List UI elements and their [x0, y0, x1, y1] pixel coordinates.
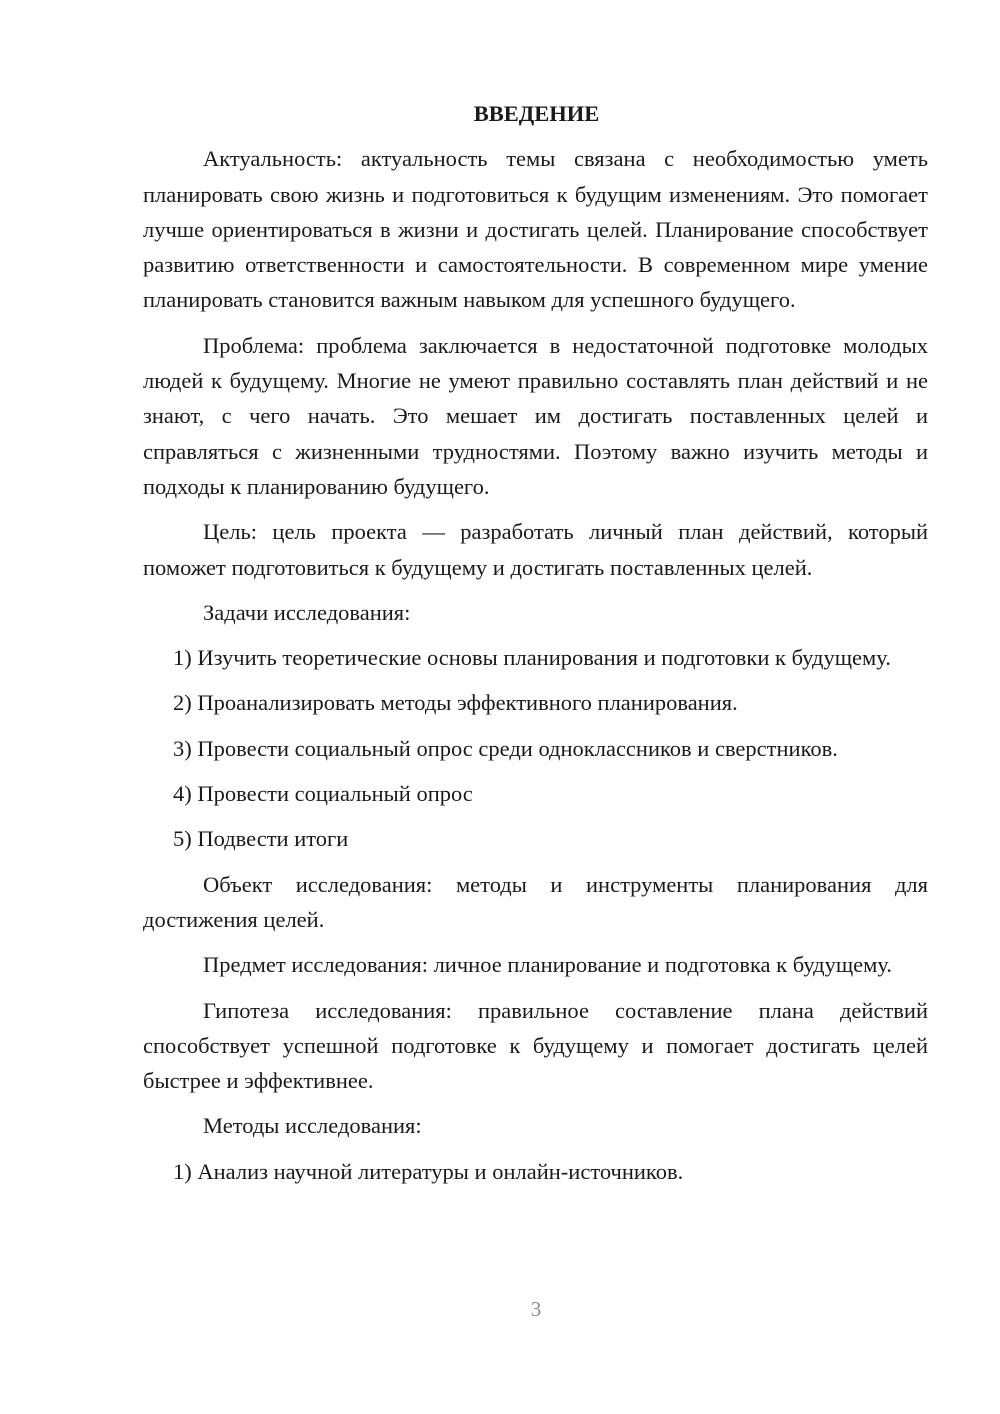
- page-content: [143, 96, 928, 1199]
- task-item-5: 5) Подвести итоги: [173, 826, 349, 852]
- task-item-2: 2) Проанализировать методы эффективного планирования.: [173, 690, 738, 716]
- task-item-3: 3) Провести социальный опрос среди одноклассников и сверстников.: [173, 735, 838, 761]
- task-item-4: 4) Провести социальный опрос: [173, 781, 473, 807]
- subject-paragraph: Предмет исследования: личное планирование и подготовка к будущему.: [203, 952, 893, 978]
- method-item-1: 1) Анализ научной литературы и онлайн-источников.: [173, 1158, 684, 1184]
- hypothesis-paragraph: Гипотеза исследования: правильное составление плана действий способствует успешной подготовке к будущему и помогает достигать целей быстрее и эффективнее.: [143, 997, 928, 1094]
- task-item-1: 1) Изучить теоретические основы планирования и подготовки к будущему.: [173, 645, 891, 671]
- tasks-heading: Задачи исследования:: [203, 599, 411, 625]
- problem-paragraph: Проблема: проблема заключается в недостаточной подготовке молодых людей к будущему. Многие не умеют правильно составлять план действий и не знают, с чего начать. Это мешает им достигать поставленных целей и справляться с жизненными трудностями. Поэтому важно изучить методы и подходы к планированию будущего.: [143, 332, 928, 499]
- page-number: 3: [530, 1297, 542, 1321]
- goal-paragraph: Цель: цель проекта — разработать личный план действий, который поможет подготовиться к будущему и достигать поставленных целей.: [143, 519, 928, 580]
- object-paragraph: Объект исследования: методы и инструменты планирования для достижения целей.: [143, 871, 928, 932]
- methods-heading: Методы исследования:: [203, 1113, 422, 1139]
- section-title: ВВЕДЕНИЕ: [473, 101, 600, 126]
- relevance-paragraph: Актуальность: актуальность темы связана с необходимостью уметь планировать свою жизнь и подготовиться к будущим изменениям. Это помогает лучше ориентироваться в жизни и достигать целей. Планирование способствует развитию ответственности и самостоятельности. В современном мире умение планировать становится важным навыком для успешного будущего.: [143, 146, 928, 313]
